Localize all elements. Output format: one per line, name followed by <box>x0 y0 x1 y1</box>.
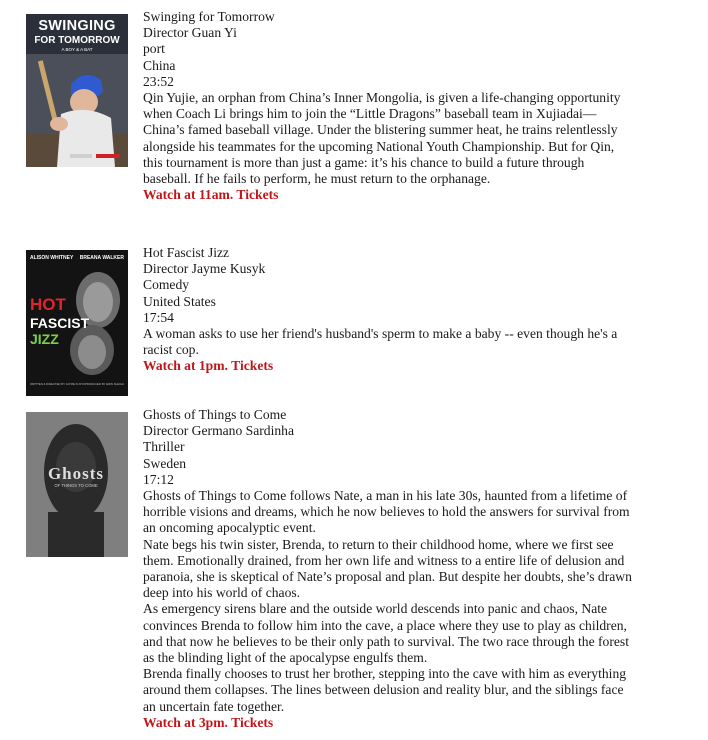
film-info <box>143 407 633 731</box>
poster-name-right: BREANA WALKER <box>79 255 124 261</box>
synopsis-paragraph: Brenda finally chooses to trust her brother, stepping into the cave with him as everything around them collapses. The lines between delusion and reality blur, and the siblings face an uncertain fate together. <box>143 666 627 714</box>
film-runtime: 23:52 <box>143 73 174 89</box>
poster-title-line3: JIZZ <box>30 331 59 347</box>
tickets-link[interactable]: Tickets <box>231 358 274 374</box>
tickets-link[interactable]: Tickets <box>231 714 274 730</box>
poster-title-line2: FOR TOMORROW <box>34 35 120 46</box>
film-synopsis <box>143 488 633 715</box>
film-country: Sweden <box>143 455 187 471</box>
film-director: Director Jayme Kusyk <box>143 261 266 277</box>
film-title: Swinging for Tomorrow <box>143 9 275 24</box>
watch-time-text: Watch at 1pm. <box>143 358 228 374</box>
screening-time <box>143 358 633 374</box>
film-runtime: 17:12 <box>143 471 174 487</box>
film-info <box>143 245 633 375</box>
film-poster <box>26 14 128 167</box>
film-genre: Comedy <box>143 277 190 293</box>
film-genre: port <box>143 41 165 57</box>
poster-name-left: ALISON WHITNEY <box>30 255 74 261</box>
poster-credit-right: PRODUCED BY ERIN SLEIGH <box>85 382 124 386</box>
poster-title-line1: SWINGING <box>38 18 116 34</box>
film-poster <box>26 250 128 396</box>
film-title: Ghosts of Things to Come <box>143 407 287 422</box>
film-director: Director Germano Sardinha <box>143 423 294 439</box>
poster-title-line2: OF THINGS TO COME <box>54 483 98 488</box>
film-country: United States <box>143 293 216 309</box>
poster-art <box>26 250 128 396</box>
tickets-link[interactable]: Tickets <box>236 187 279 203</box>
poster-tagline: A BOY & A BAT <box>61 47 93 52</box>
film-director: Director Guan Yi <box>143 25 237 41</box>
watch-time-text: Watch at 11am. <box>143 187 234 203</box>
synopsis-paragraph: Nate begs his twin sister, Brenda, to return to their childhood home, where we first see them. Emotionally drained, from her own life and witness to a entire life of delusion and paranoia, she is skeptical of Nate’s proposal and plan. But despite her doubts, she’s drawn deep into his world of chaos. <box>143 536 632 601</box>
film-runtime: 17:54 <box>143 309 174 325</box>
watch-time-text: Watch at 3pm. <box>143 714 228 730</box>
film-poster <box>26 412 128 557</box>
film-info <box>143 9 633 203</box>
synopsis-paragraph: A woman asks to use her friend's husband's sperm to make a baby -- even though he's a racist cop. <box>143 326 618 358</box>
poster-art <box>26 14 128 167</box>
film-synopsis <box>143 326 633 358</box>
film-genre: Thriller <box>143 439 185 455</box>
poster-title-line1: Ghosts <box>47 464 105 483</box>
screening-time <box>143 187 633 203</box>
poster-credit-left: WRITTEN & DIRECTED BY JAYME KUSYK <box>30 382 86 386</box>
poster-art <box>26 412 128 557</box>
film-country: China <box>143 57 176 73</box>
synopsis-paragraph: Qin Yujie, an orphan from China’s Inner Mongolia, is given a life-changing opportunity when Coach Li brings him to join the “Little Dragons” baseball team in Xujiadai—China’s famed baseball village. Under the blistering summer heat, he trains relentlessly alongside his teammates for the upcoming National Youth Championship. But for Qin, this tournament is more than just a game: it’s his chance to build a future through baseball. If he fails to perform, he must return to the orphanage. <box>143 90 621 187</box>
screening-time <box>143 715 633 731</box>
film-title: Hot Fascist Jizz <box>143 245 230 260</box>
synopsis-paragraph: Ghosts of Things to Come follows Nate, a man in his late 30s, haunted from a lifetime of horrible visions and dreams, which he now believes to hold the answers for survival from an oncoming apocalyptic event. <box>143 488 630 536</box>
poster-title-line2: FASCIST <box>30 315 90 331</box>
poster-title-line1: HOT <box>30 295 66 314</box>
synopsis-paragraph: As emergency sirens blare and the outside world descends into panic and chaos, Nate convinces Brenda to follow him into the cave, a place where they use to play as children, and that now he believes to be their only path to survival. The two race through the forest as the blinding light of the apocalypse engulfs them. <box>143 601 629 666</box>
film-synopsis <box>143 90 633 187</box>
